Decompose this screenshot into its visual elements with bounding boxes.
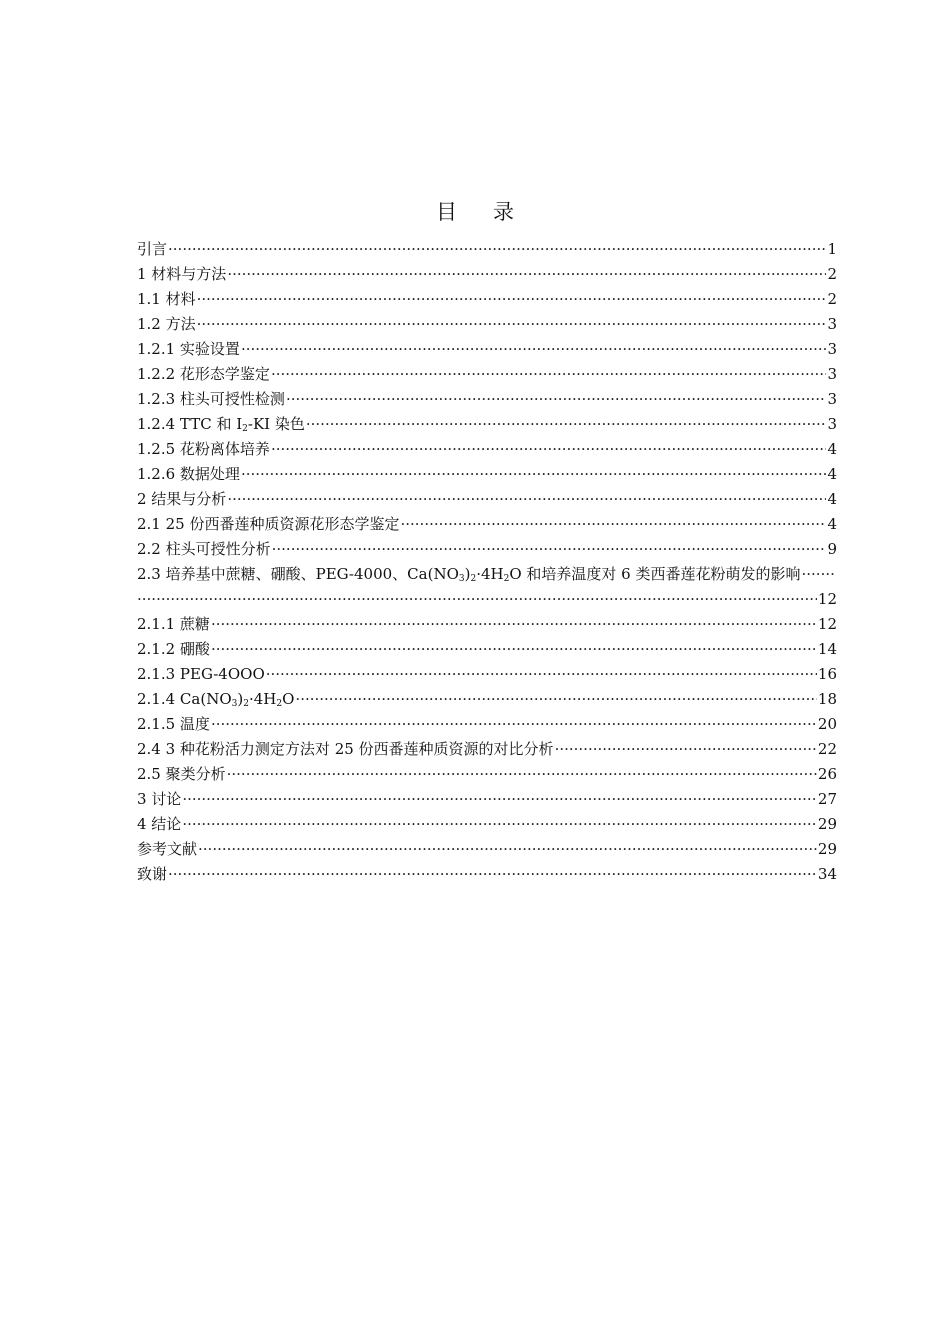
toc-entry-page: 2 [827, 265, 837, 283]
toc-title-char-1: 目 [436, 200, 457, 224]
toc-entry-1-2-6[interactable] [137, 462, 837, 487]
toc-entry-page: 3 [827, 340, 837, 358]
toc-entry-label: 2.1.4 $Ca(NO_3)_2\cdot 4H_2O$ [137, 690, 295, 709]
toc-entry-label: 2.1 25 份西番莲种质资源花形态学鉴定 [137, 515, 400, 533]
toc-entry-label: 2 结果与分析 [137, 490, 227, 508]
toc-entry-page: 34 [817, 865, 837, 883]
toc-entry-page: 3 [827, 365, 837, 383]
toc-leader-dots [182, 812, 817, 837]
toc-entry-2-1-5[interactable] [137, 712, 837, 737]
toc-leader-dots [272, 537, 827, 562]
toc-title-char-2: 录 [493, 200, 514, 224]
toc-entry-acknowledgements[interactable] [137, 862, 837, 887]
toc-entry-1-2-2[interactable] [137, 362, 837, 387]
toc-entry-label: 4 结论 [137, 815, 182, 833]
toc-entry-1-2-5[interactable] [137, 437, 837, 462]
toc-entry-label: 2.1.3 PEG-4OOO [137, 665, 265, 683]
toc-entry-2-4[interactable] [137, 737, 837, 762]
toc-entry-page: 16 [817, 665, 837, 683]
toc-entry-2-1-1[interactable] [137, 612, 837, 637]
toc-leader-dots [211, 712, 817, 737]
toc-leader-dots [306, 412, 827, 437]
toc-leader-dots [197, 312, 827, 337]
toc-leader-dots [198, 837, 817, 862]
toc-entry-label: 2.4 3 种花粉活力测定方法对 25 份西番莲种质资源的对比分析 [137, 740, 554, 758]
toc-entry-1-2[interactable] [137, 312, 837, 337]
toc-entry-page: 3 [827, 315, 837, 333]
toc-entry-2-1-4[interactable] [137, 687, 837, 712]
toc-entry-references[interactable] [137, 837, 837, 862]
toc-leader-dots [211, 612, 817, 637]
toc-entry-2-5[interactable] [137, 762, 837, 787]
toc-leader-dots [241, 337, 827, 362]
toc-entry-page: 3 [827, 415, 837, 433]
toc-entry-page: 2 [827, 290, 837, 308]
toc-entry-label: 1.2.6 数据处理 [137, 465, 240, 483]
toc-entry-page: 27 [817, 790, 837, 808]
toc-leader-dots [227, 762, 817, 787]
toc-title [0, 196, 950, 226]
toc-entry-page: 29 [817, 840, 837, 858]
toc-entry-page: 4 [827, 490, 837, 508]
toc-leader-dots [802, 562, 837, 587]
toc-entry-page: 4 [827, 465, 837, 483]
toc-entry-page: 12 [817, 615, 837, 633]
toc-entry-label: 参考文献 [137, 840, 198, 858]
toc-entry-intro[interactable] [137, 237, 837, 262]
toc-leader-dots [286, 387, 827, 412]
toc-entry-label: 1.2.1 实验设置 [137, 340, 240, 358]
toc-entry-1-2-4[interactable] [137, 412, 837, 437]
toc-entry-page: 4 [827, 440, 837, 458]
toc-entry-label: 2.1.5 温度 [137, 715, 210, 733]
toc-entry-label: 2.1.1 蔗糖 [137, 615, 210, 633]
toc-leader-dots [400, 512, 826, 537]
toc-entry-2-2[interactable] [137, 537, 837, 562]
toc-leader-dots [241, 462, 827, 487]
toc-entry-page: 20 [817, 715, 837, 733]
toc-leader-dots [266, 662, 817, 687]
toc-entry-label: 1.2.3 柱头可授性检测 [137, 390, 285, 408]
toc-leader-dots [271, 362, 827, 387]
toc-entry-page: 9 [827, 540, 837, 558]
toc-leader-dots [168, 862, 817, 887]
toc-entry-label: 2.2 柱头可授性分析 [137, 540, 271, 558]
toc-entry-2-1[interactable] [137, 512, 837, 537]
toc-entry-1-2-1[interactable] [137, 337, 837, 362]
toc-entry-1-2-3[interactable] [137, 387, 837, 412]
toc-entry-label: 1 材料与方法 [137, 265, 227, 283]
toc-entry-page: 1 [827, 240, 837, 258]
toc-leader-dots [137, 587, 817, 612]
toc-leader-dots [227, 487, 826, 512]
toc-entry-2[interactable] [137, 487, 837, 512]
toc-entry-page: 12 [817, 590, 837, 608]
toc-entry-label: 1.2.2 花形态学鉴定 [137, 365, 270, 383]
toc-entry-label: 引言 [137, 240, 168, 258]
toc-entry-label: 2.5 聚类分析 [137, 765, 226, 783]
toc-leader-dots [197, 287, 827, 312]
toc-leader-dots [227, 262, 826, 287]
toc-leader-dots [182, 787, 817, 812]
toc-entry-label: 1.1 材料 [137, 290, 196, 308]
toc-leader-dots [271, 437, 827, 462]
toc-entry-1-1[interactable] [137, 287, 837, 312]
toc-entry-label: 2.1.2 硼酸 [137, 640, 210, 658]
toc-entry-label: 1.2.4 TTC 和 $I_2-KI$ 染色 [137, 415, 305, 434]
toc-entry-page: 4 [827, 515, 837, 533]
toc-entry-2-3-continued[interactable] [137, 587, 837, 612]
toc-entry-label: 2.3 培养基中蔗糖、硼酸、PEG-4000、$Ca(NO_3)_2\cdot 4H_2O$ 和培养温度对 6 类西番莲花粉萌发的影响 [137, 565, 801, 584]
toc-entry-label: 3 讨论 [137, 790, 182, 808]
toc-leader-dots [168, 237, 826, 262]
toc-leader-dots [211, 637, 817, 662]
toc-entry-2-1-3[interactable] [137, 662, 837, 687]
toc-entry-label: 致谢 [137, 865, 168, 883]
toc-entry-2-3[interactable] [137, 562, 837, 587]
toc-entry-2-1-2[interactable] [137, 637, 837, 662]
toc-entry-4[interactable] [137, 812, 837, 837]
toc-entry-page: 3 [827, 390, 837, 408]
toc-entry-page: 22 [817, 740, 837, 758]
toc-entry-page: 29 [817, 815, 837, 833]
toc-entry-label: 1.2.5 花粉离体培养 [137, 440, 270, 458]
toc-entry-page: 18 [817, 690, 837, 708]
toc-leader-dots [295, 687, 816, 712]
toc-entry-page: 26 [817, 765, 837, 783]
toc-entry-page: 14 [817, 640, 837, 658]
table-of-contents [137, 237, 837, 887]
toc-entry-1[interactable] [137, 262, 837, 287]
toc-leader-dots [555, 737, 817, 762]
toc-entry-3[interactable] [137, 787, 837, 812]
toc-entry-label: 1.2 方法 [137, 315, 196, 333]
